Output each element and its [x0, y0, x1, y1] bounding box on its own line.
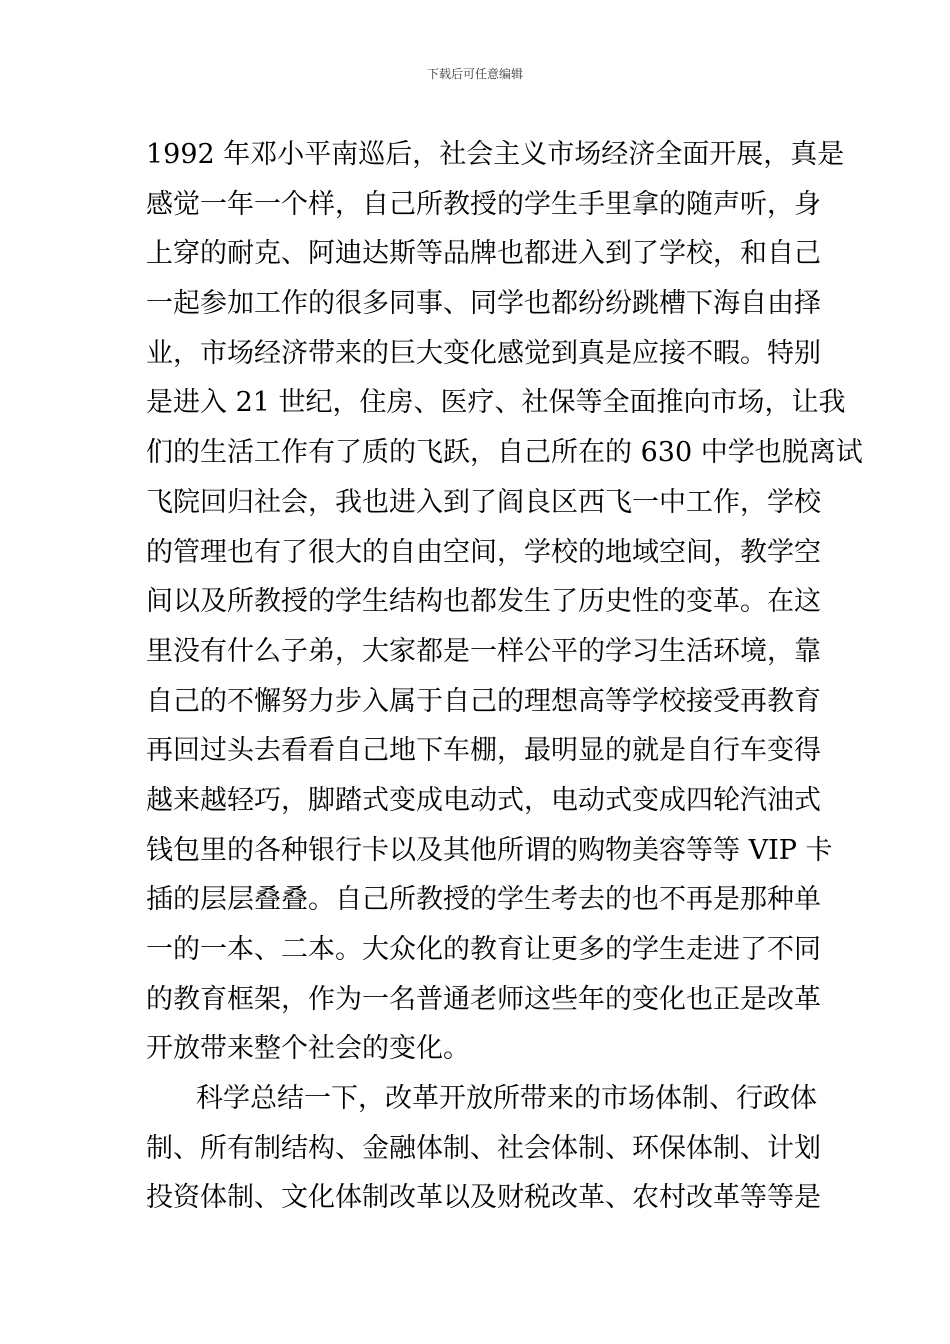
body-text: [146, 130, 863, 1223]
text-line: 开放带来整个社会的变化。: [146, 1033, 470, 1065]
text-line: 钱包里的各种银行卡以及其他所谓的购物美容等等 VIP 卡: [146, 834, 833, 866]
text-line: 1992 年邓小平南巡后，社会主义市场经济全面开展，真是: [146, 139, 845, 170]
text-line: 插的层层叠叠。自己所教授的学生考去的也不再是那种单: [146, 884, 821, 916]
text-line: 上穿的耐克、阿迪达斯等品牌也都进入到了学校，和自己: [146, 238, 821, 270]
text-line: 一的一本、二本。大众化的教育让更多的学生走进了不同: [146, 934, 821, 965]
text-line: 里没有什么子弟，大家都是一样公平的学习生活环境，靠: [146, 635, 821, 667]
text-line: 是进入 21 世纪，住房、医疗、社保等全面推向市场，让我: [146, 387, 846, 419]
text-line: 制、所有制结构、金融体制、社会体制、环保体制、计划: [146, 1132, 821, 1164]
paragraph-1: [146, 130, 863, 1074]
text-line: 感觉一年一个样，自己所教授的学生手里拿的随声听，身: [146, 188, 821, 220]
text-line: 越来越轻巧，脚踏式变成电动式，电动式变成四轮汽油式: [146, 784, 821, 816]
text-line: 投资体制、文化体制改革以及财税改革、农村改革等等是: [146, 1182, 821, 1214]
text-line: 的教育框架，作为一名普通老师这些年的变化也正是改革: [146, 983, 821, 1015]
text-line: 们的生活工作有了质的飞跃，自己所在的 630 中学也脱离试: [146, 437, 863, 469]
text-line: 一起参加工作的很多同事、同学也都纷纷跳槽下海自由择: [146, 288, 821, 320]
text-line: 业，市场经济带来的巨大变化感觉到真是应接不暇。特别: [146, 337, 821, 369]
paragraph-2: [146, 1074, 821, 1223]
text-line: 再回过头去看看自己地下车棚，最明显的就是自行车变得: [146, 735, 821, 767]
text-line: 的管理也有了很大的自由空间，学校的地域空间，教学空: [146, 536, 821, 568]
text-line: 间以及所教授的学生结构也都发生了历史性的变革。在这: [146, 586, 821, 618]
text-line: 自己的不懈努力步入属于自己的理想高等学校接受再教育: [146, 685, 821, 717]
page-header: 下载后可任意编辑: [426, 67, 523, 81]
text-line: 飞院回归社会，我也进入到了阎良区西飞一中工作，学校: [146, 486, 821, 518]
text-line: 科学总结一下，改革开放所带来的市场体制、行政体: [196, 1083, 817, 1115]
